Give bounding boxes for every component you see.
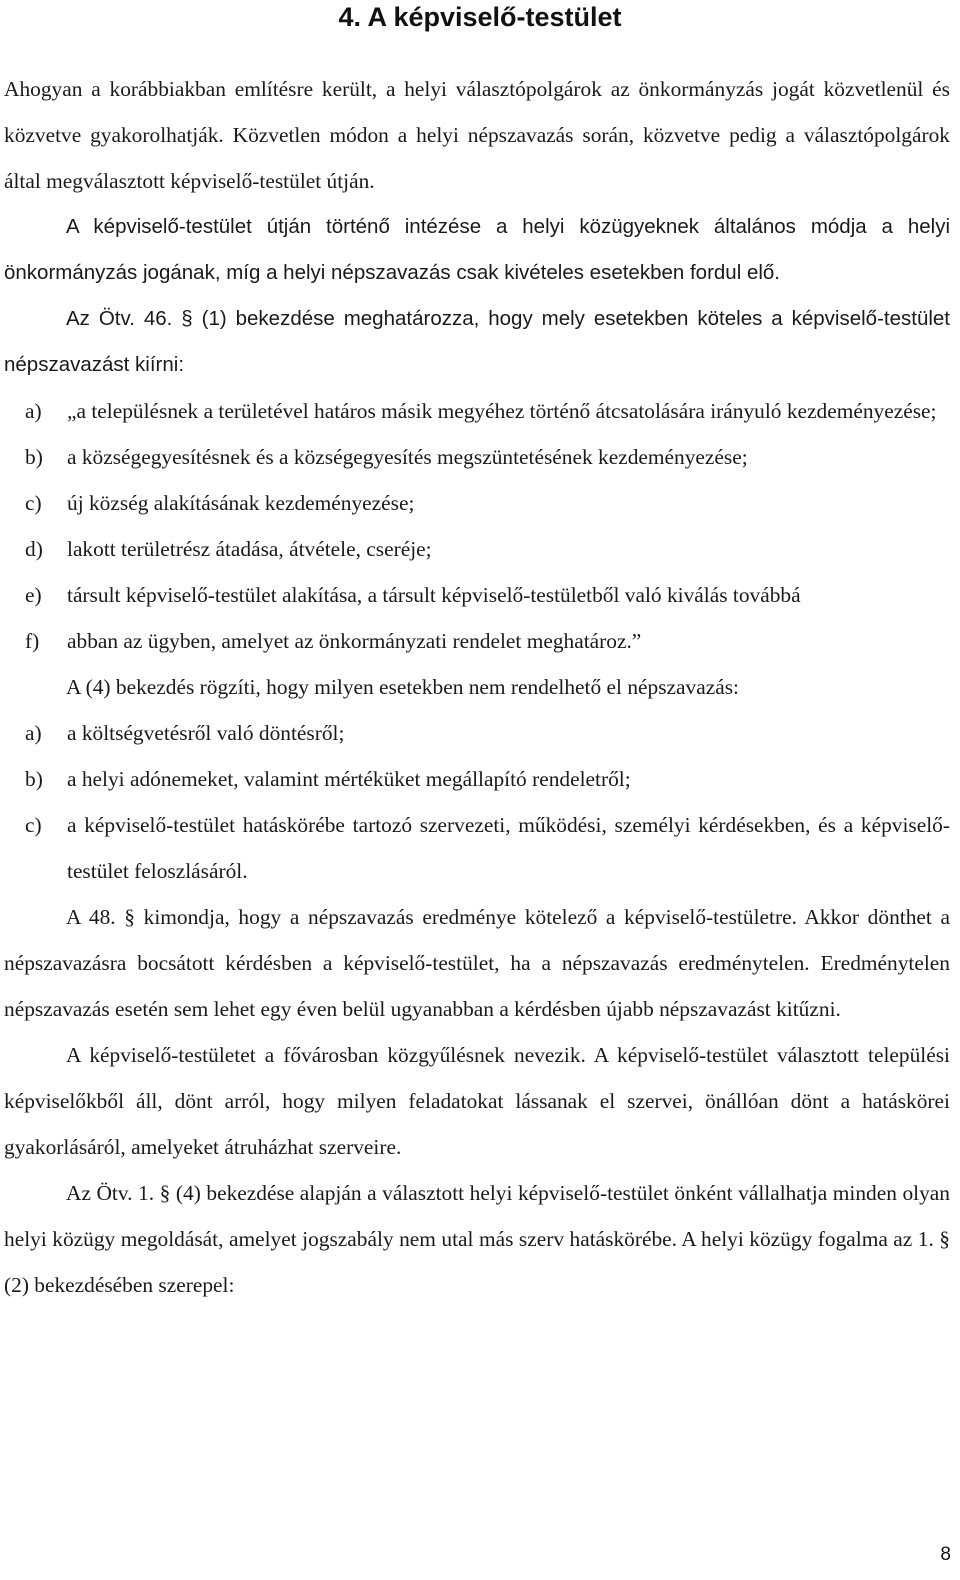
- list-item-text: a költségvetésről való döntésről;: [67, 721, 345, 745]
- list-item-label: e): [25, 583, 42, 607]
- list-item: [4, 388, 950, 434]
- paragraph-excluded-cases: A (4) bekezdés rögzíti, hogy milyen esetekben nem rendelhető el népszavazás:: [66, 675, 739, 699]
- list-item-label: b): [25, 445, 43, 469]
- list-item-text: új község alakításának kezdeményezése;: [67, 491, 415, 515]
- paragraph-general-mode: A képviselő-testület útján történő intézése a helyi közügyeknek általános módja a helyi önkormányzás jogának, míg a helyi népszavazás csak kivételes esetekben fordul elő.: [4, 215, 950, 284]
- list-item: [4, 434, 950, 480]
- list-item: [4, 802, 950, 894]
- paragraph-intro: Ahogyan a korábbiakban említésre került, a helyi választópolgárok az önkormányzás jogát közvetlenül és közvetve gyakorolhatják. Közvetlen módon a helyi népszavazás során, közvetve pedig a választópolgárok által megválasztott képviselő-testület útján.: [4, 77, 950, 193]
- list-item-text: társult képviselő-testület alakítása, a társult képviselő-testületből való kiválás továbbá: [67, 583, 801, 607]
- list-item-label: f): [25, 629, 40, 653]
- list-item-label: d): [25, 537, 43, 561]
- list-item-label: c): [25, 491, 42, 515]
- list-item-text: abban az ügyben, amelyet az önkormányzati rendelet meghatároz.”: [67, 629, 642, 653]
- paragraph-otv-46: Az Ötv. 46. § (1) bekezdése meghatározza, hogy mely esetekben köteles a képviselő-testület népszavazást kiírni:: [4, 307, 950, 376]
- list-item-text: „a településnek a területével határos másik megyéhez történő átcsatolására irányuló kezdeményezése;: [67, 399, 937, 423]
- paragraph-otv-48: A 48. § kimondja, hogy a népszavazás eredménye kötelező a képviselő-testületre. Akkor dönthet a népszavazásra bocsátott kérdésben a képviselő-testület, ha a népszavazás eredménytelen. Eredménytelen népszavazás esetén sem lehet egy éven belül ugyanabban a kérdésben újabb népszavazást kitűzni.: [4, 905, 950, 1021]
- list-item-text: lakott területrész átadása, átvétele, cseréje;: [67, 537, 432, 561]
- section-heading: 4. A képviselő-testület: [338, 2, 622, 32]
- list-item: [4, 526, 950, 572]
- list-item-text: a képviselő-testület hatáskörébe tartozó szervezeti, működési, személyi kérdésekben, és a képviselő-testület feloszlásáról.: [67, 813, 950, 883]
- list-item-label: b): [25, 767, 43, 791]
- list-item-text: a helyi adónemeket, valamint mértéküket megállapító rendeletről;: [67, 767, 631, 791]
- list-item: [4, 572, 950, 618]
- list-item-label: c): [25, 813, 42, 837]
- list-item: [4, 756, 950, 802]
- page-number: 8: [940, 1544, 951, 1565]
- document-body: [4, 66, 950, 1308]
- paragraph-otv-1: Az Ötv. 1. § (4) bekezdése alapján a választott helyi képviselő-testület önként vállalhatja minden olyan helyi közügy megoldását, amelyet jogszabály nem utal más szerv hatáskörébe. A helyi közügy fogalma az 1. § (2) bekezdésében szerepel:: [4, 1181, 950, 1297]
- list-referendum-cases: [4, 388, 950, 664]
- list-item: [4, 710, 950, 756]
- list-item-label: a): [25, 399, 42, 423]
- list-excluded-cases: [4, 710, 950, 894]
- list-item-text: a községegyesítésnek és a községegyesítés megszüntetésének kezdeményezése;: [67, 445, 748, 469]
- list-item-label: a): [25, 721, 42, 745]
- list-item: [4, 618, 950, 664]
- list-item: [4, 480, 950, 526]
- paragraph-kozgyules: A képviselő-testületet a fővárosban közgyűlésnek nevezik. A képviselő-testület választott települési képviselőkből áll, dönt arról, hogy milyen feladatokat lássanak el szervei, önállóan dönt a hatáskörei gyakorlásáról, amelyeket átruházhat szerveire.: [4, 1043, 950, 1159]
